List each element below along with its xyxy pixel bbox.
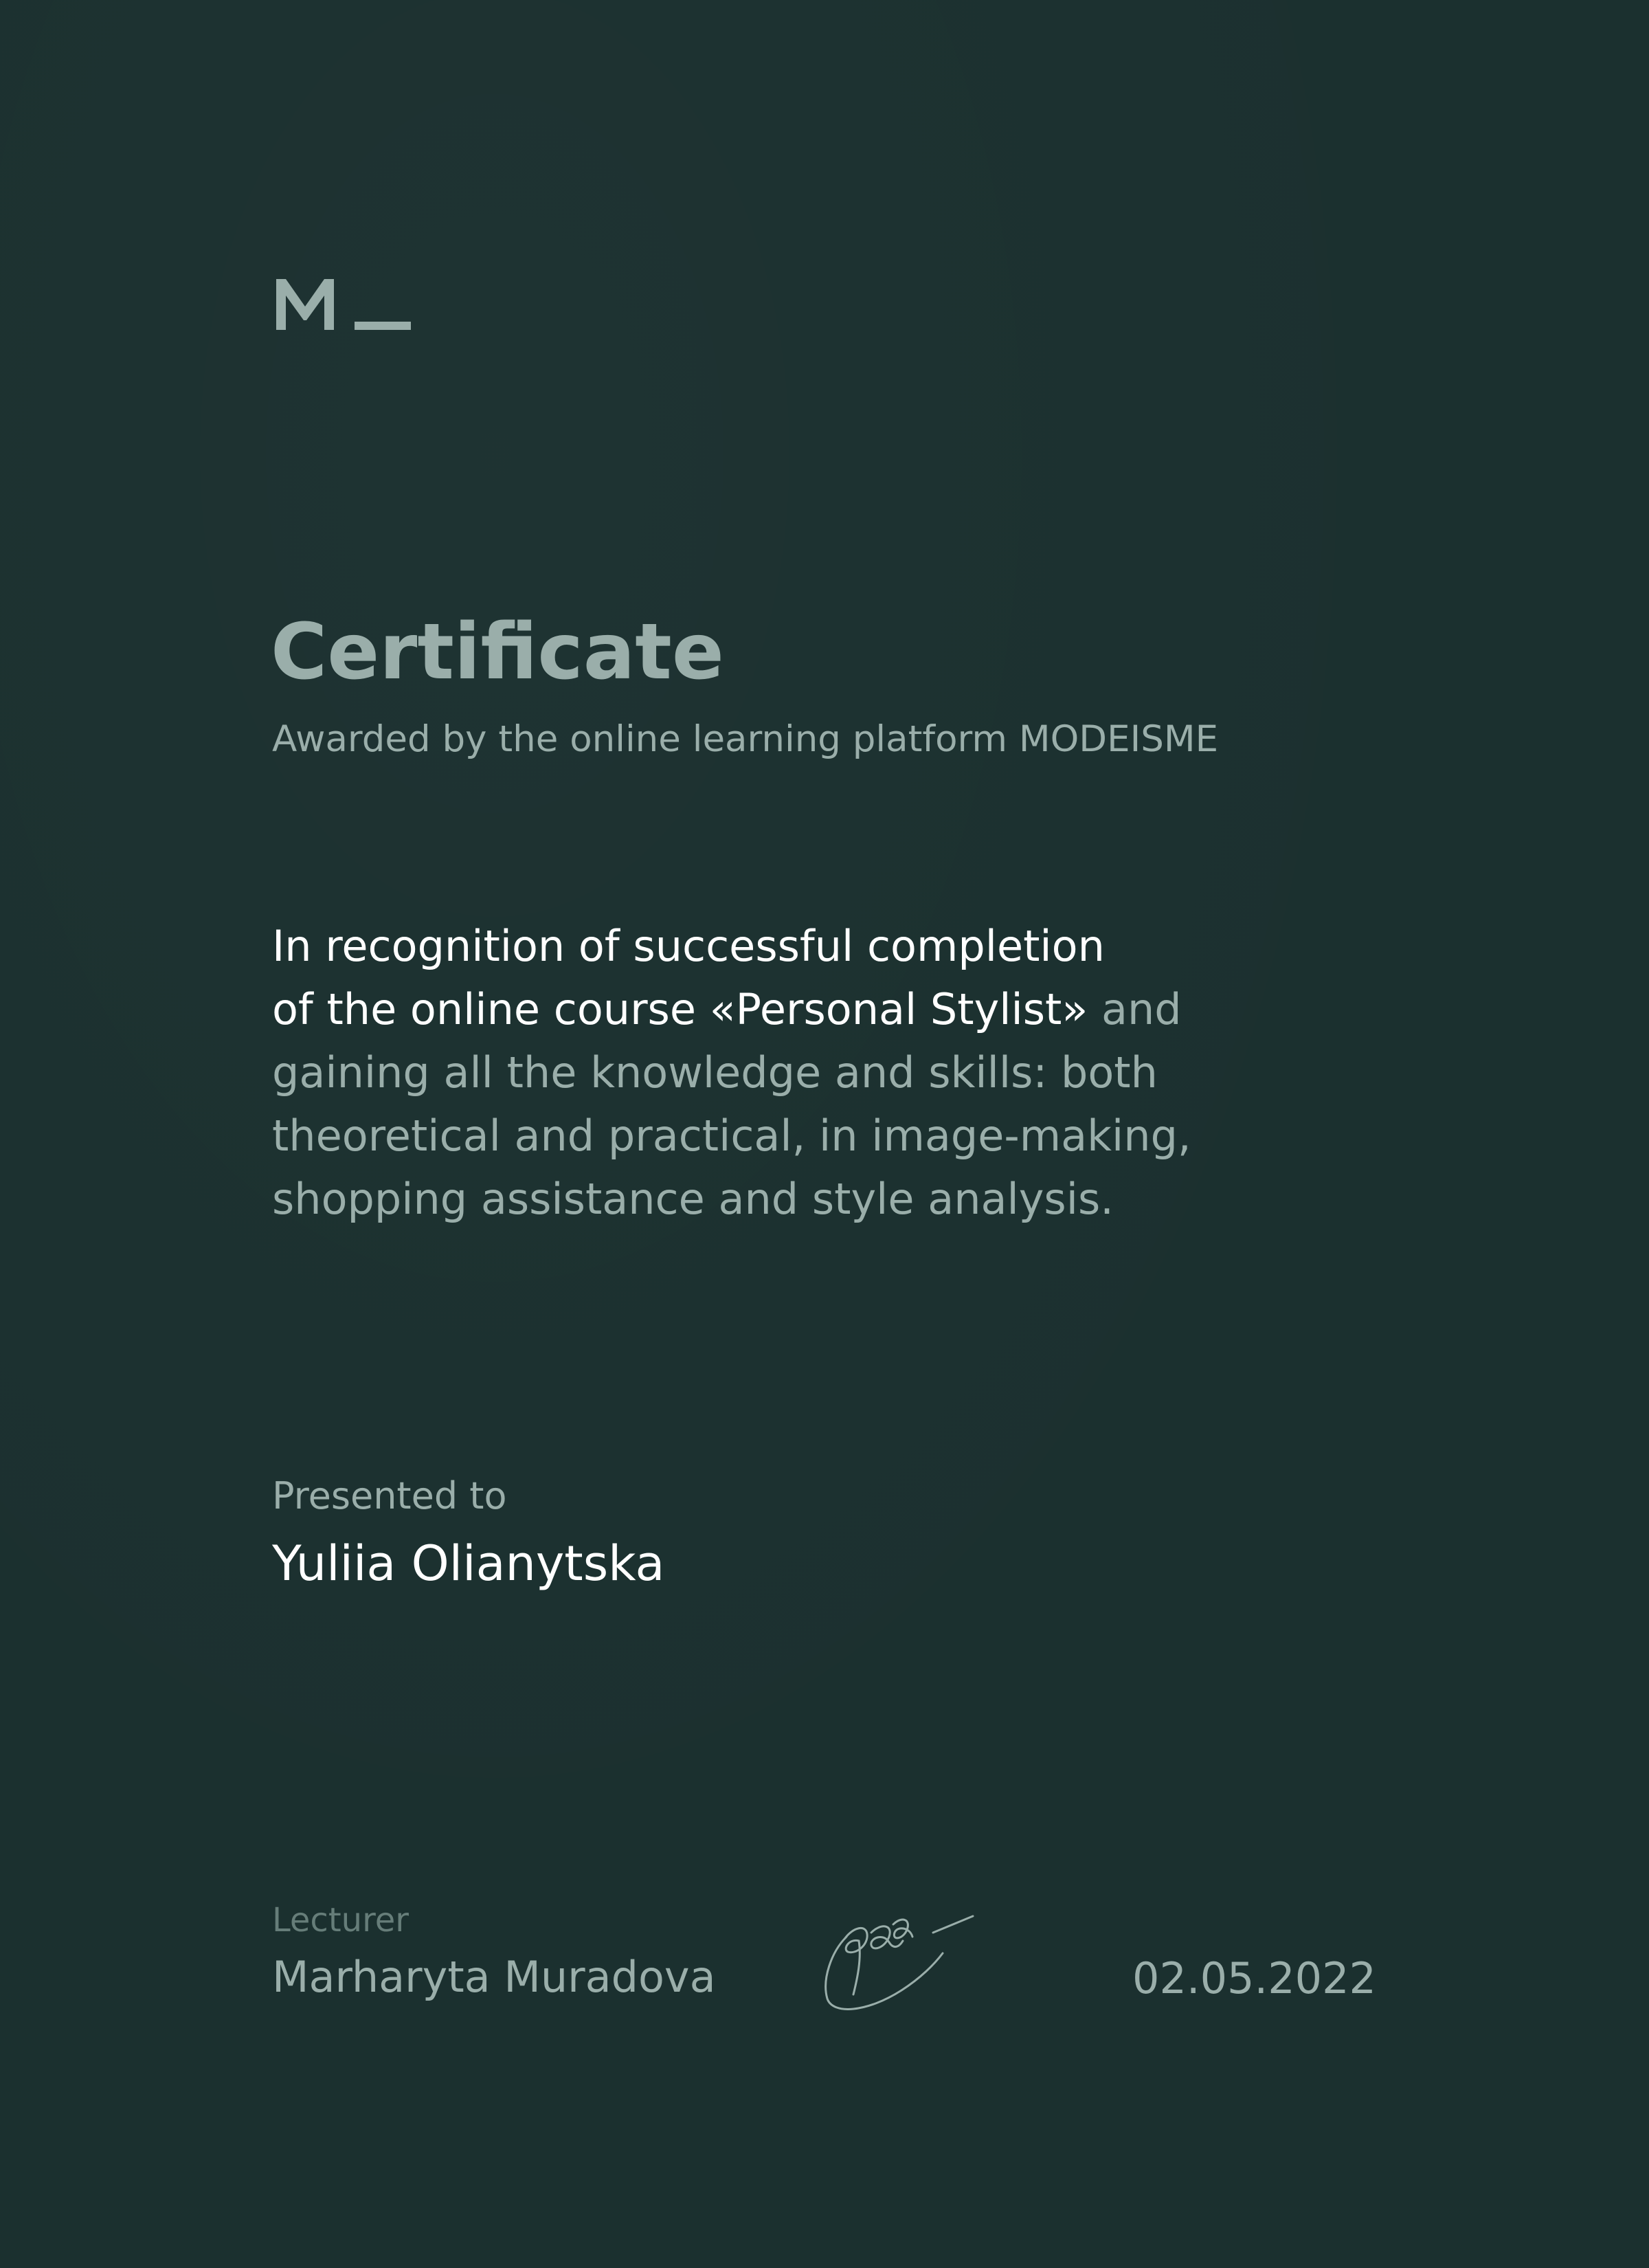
recognition-line-5: shopping assistance and style analysis. bbox=[272, 1174, 1114, 1224]
course-name-text: of the online course «Personal Stylist» bbox=[272, 984, 1088, 1034]
lecturer-signature bbox=[818, 1897, 983, 2014]
certificate-title: Certificate bbox=[271, 608, 724, 697]
recipient-name: Yuliia Olianytska bbox=[272, 1535, 665, 1592]
modeisme-logo bbox=[272, 274, 416, 335]
lecturer-name: Marharyta Muradova bbox=[272, 1952, 716, 2002]
recognition-line-2-tail: and bbox=[1088, 984, 1182, 1034]
recognition-line-2 bbox=[272, 978, 1330, 1041]
recognition-line-1: In recognition of successful completion bbox=[272, 921, 1105, 971]
recognition-text bbox=[272, 915, 1330, 1231]
recognition-line-3: gaining all the knowledge and skills: both bbox=[272, 1047, 1158, 1098]
certificate-subtitle: Awarded by the online learning platform MODEISME bbox=[272, 718, 1219, 760]
lecturer-label: Lecturer bbox=[272, 1901, 410, 1939]
recognition-line-4: theoretical and practical, in image-making, bbox=[272, 1111, 1191, 1161]
certificate-date: 02.05.2022 bbox=[1132, 1953, 1376, 2003]
presented-to-label: Presented to bbox=[272, 1474, 507, 1517]
